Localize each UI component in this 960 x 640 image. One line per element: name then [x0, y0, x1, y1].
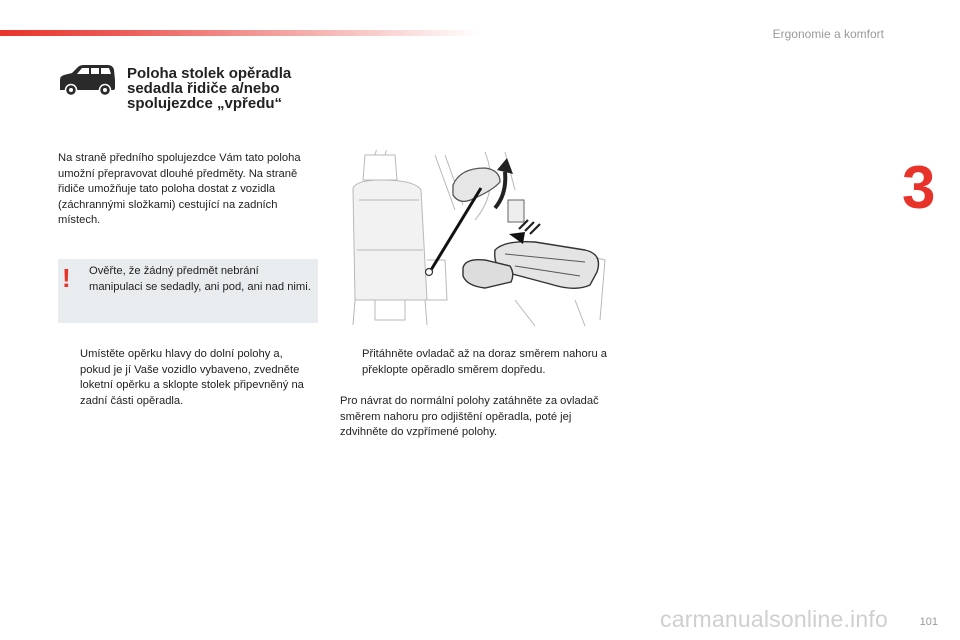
step-text: Přitáhněte ovladač až na doraz směrem nahoru a překlopte opěradlo směrem dopředu. — [362, 348, 608, 376]
exclamation-icon: ! — [62, 263, 71, 293]
header-accent-bar — [0, 30, 480, 36]
return-note: Pro návrat do normální polohy zatáhněte za ovladač směrem nahoru pro odjištění opěradla, poté jej zdvihněte do vzpřímené polohy. — [340, 395, 599, 438]
car-icon — [58, 64, 116, 96]
page-heading: Poloha stolek opěradla sedadla řidiče a/nebo spolujezdce „vpředu“ — [127, 65, 292, 112]
step-item — [340, 347, 610, 378]
step-text: Umístěte opěrku hlavy do dolní polohy a, pokud je jí Vaše vozidlo vybaveno, zvedněte loketní opěrku a sklopte stolek připevněný na zadní části opěradla. — [80, 348, 304, 407]
step-item — [58, 347, 308, 409]
page-number: 101 — [919, 616, 938, 628]
chapter-number: 3 — [902, 154, 936, 221]
section-title: Ergonomie a komfort — [772, 27, 884, 41]
warning-text: Ověřte, že žádný předmět nebrání manipulaci se sedadly, ani pod, ani nad nimi. — [89, 265, 311, 293]
warning-box — [58, 259, 318, 323]
intro-paragraph: Na straně předního spolujezdce Vám tato poloha umožní přepravovat dlouhé předměty. Na straně řidiče umožňuje tato poloha dostat z vozidla (záchrannými složkami) cestující na zadních místech. — [58, 152, 301, 226]
seat-illustration — [335, 150, 615, 328]
watermark: carmanualsonline.info — [660, 606, 888, 632]
